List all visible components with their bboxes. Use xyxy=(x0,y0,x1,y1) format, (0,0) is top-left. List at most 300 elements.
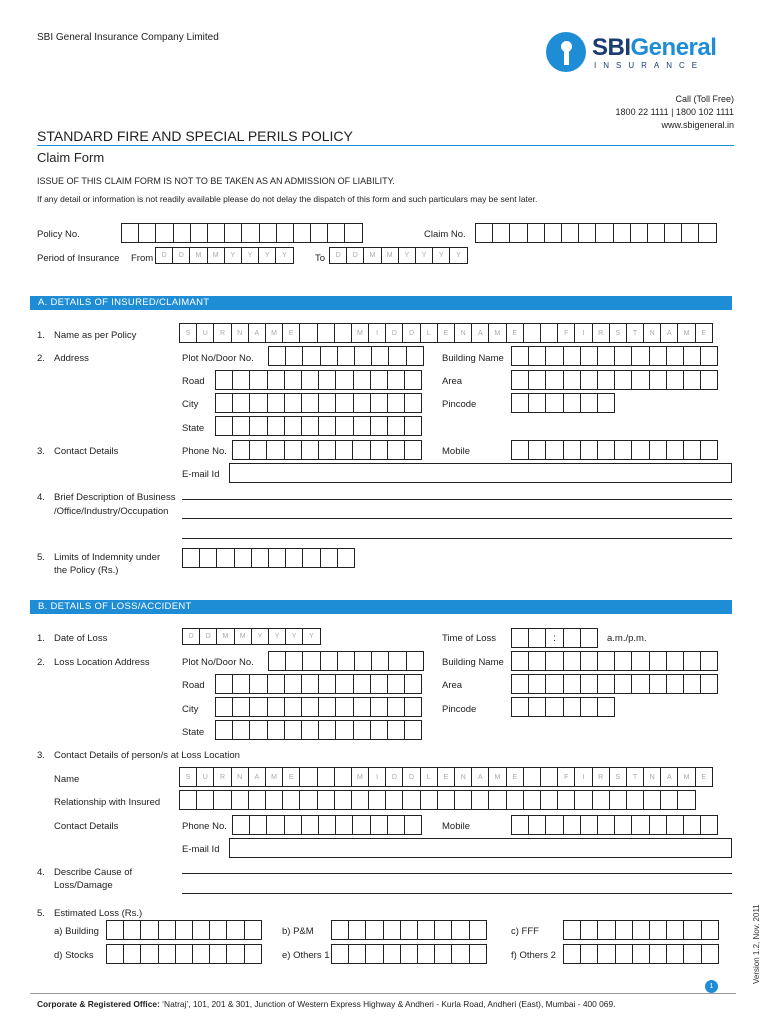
entry-box[interactable] xyxy=(335,674,353,694)
entry-box[interactable]: Y xyxy=(224,247,242,264)
entry-box[interactable] xyxy=(334,767,352,787)
entry-box[interactable] xyxy=(335,393,353,413)
entry-box[interactable] xyxy=(266,440,284,460)
entry-box[interactable]: R xyxy=(592,767,610,787)
entry-box[interactable] xyxy=(511,440,529,460)
entry-box[interactable]: E xyxy=(282,767,300,787)
entry-box[interactable] xyxy=(649,815,667,835)
entry-box[interactable] xyxy=(683,651,701,671)
entry-box[interactable]: L xyxy=(420,767,438,787)
entry-box[interactable] xyxy=(631,440,649,460)
entry-box[interactable] xyxy=(666,920,684,940)
entry-box[interactable] xyxy=(469,944,487,964)
entry-box[interactable] xyxy=(404,393,422,413)
entry-box[interactable] xyxy=(404,815,422,835)
entry-box[interactable] xyxy=(215,370,233,390)
entry-box[interactable] xyxy=(182,548,200,568)
entry-box[interactable]: M xyxy=(351,323,369,343)
entry-box[interactable]: M xyxy=(189,247,207,264)
entry-box[interactable] xyxy=(540,323,558,343)
entry-box[interactable] xyxy=(563,370,581,390)
entry-box[interactable] xyxy=(523,790,541,810)
entry-box[interactable]: S xyxy=(609,323,627,343)
entry-box[interactable] xyxy=(528,815,546,835)
entry-box[interactable] xyxy=(337,548,355,568)
entry-box[interactable] xyxy=(354,651,372,671)
entry-box[interactable] xyxy=(545,651,563,671)
entry-box[interactable] xyxy=(563,815,581,835)
entry-box[interactable]: M xyxy=(488,323,506,343)
entry-box[interactable] xyxy=(614,815,632,835)
entry-box[interactable] xyxy=(528,370,546,390)
entry-box[interactable] xyxy=(492,223,510,243)
entry-box[interactable] xyxy=(545,674,563,694)
entry-box[interactable]: M xyxy=(207,247,225,264)
entry-box[interactable] xyxy=(123,920,141,940)
entry-box[interactable] xyxy=(528,628,546,648)
b-building-loss-boxes[interactable] xyxy=(106,920,262,940)
entry-box[interactable] xyxy=(318,815,336,835)
entry-box[interactable] xyxy=(370,815,388,835)
entry-box[interactable] xyxy=(666,815,684,835)
entry-box[interactable]: N xyxy=(454,767,472,787)
entry-box[interactable] xyxy=(318,720,336,740)
entry-box[interactable]: A xyxy=(660,323,678,343)
entry-box[interactable] xyxy=(317,767,335,787)
entry-box[interactable] xyxy=(331,920,349,940)
entry-box[interactable] xyxy=(506,790,524,810)
entry-box[interactable] xyxy=(387,674,405,694)
entry-box[interactable] xyxy=(597,346,615,366)
entry-box[interactable] xyxy=(179,790,197,810)
entry-box[interactable] xyxy=(318,393,336,413)
entry-box[interactable] xyxy=(232,416,250,436)
entry-box[interactable]: M xyxy=(677,767,695,787)
entry-box[interactable] xyxy=(354,346,372,366)
entry-box[interactable] xyxy=(631,346,649,366)
b4-answer-line[interactable] xyxy=(182,893,732,894)
entry-box[interactable] xyxy=(249,393,267,413)
entry-box[interactable] xyxy=(664,223,682,243)
entry-box[interactable] xyxy=(387,815,405,835)
entry-box[interactable] xyxy=(352,440,370,460)
entry-box[interactable] xyxy=(563,944,581,964)
entry-box[interactable]: D xyxy=(402,767,420,787)
entry-box[interactable] xyxy=(234,548,252,568)
entry-box[interactable]: A xyxy=(471,323,489,343)
entry-box[interactable] xyxy=(320,346,338,366)
entry-box[interactable]: Y xyxy=(449,247,467,264)
entry-box[interactable]: A xyxy=(660,767,678,787)
entry-box[interactable] xyxy=(580,697,598,717)
entry-box[interactable] xyxy=(284,720,302,740)
entry-box[interactable] xyxy=(232,393,250,413)
entry-box[interactable] xyxy=(365,920,383,940)
entry-box[interactable] xyxy=(545,393,563,413)
entry-box[interactable] xyxy=(249,440,267,460)
entry-box[interactable] xyxy=(335,720,353,740)
entry-box[interactable] xyxy=(666,370,684,390)
entry-box[interactable] xyxy=(155,223,173,243)
b-building-boxes[interactable] xyxy=(511,651,718,671)
entry-box[interactable] xyxy=(592,790,610,810)
entry-box[interactable] xyxy=(267,370,285,390)
entry-box[interactable] xyxy=(231,790,249,810)
entry-box[interactable] xyxy=(613,223,631,243)
entry-box[interactable] xyxy=(318,416,336,436)
b-loss-date[interactable] xyxy=(182,628,321,645)
entry-box[interactable] xyxy=(563,697,581,717)
entry-box[interactable] xyxy=(301,416,319,436)
entry-box[interactable] xyxy=(614,346,632,366)
entry-box[interactable] xyxy=(406,651,424,671)
entry-box[interactable] xyxy=(318,674,336,694)
entry-box[interactable] xyxy=(631,370,649,390)
entry-box[interactable] xyxy=(580,393,598,413)
entry-box[interactable] xyxy=(597,440,615,460)
entry-box[interactable] xyxy=(469,920,487,940)
entry-box[interactable] xyxy=(557,790,575,810)
policy-no-boxes[interactable] xyxy=(121,223,363,243)
entry-box[interactable]: Y xyxy=(268,628,286,645)
entry-box[interactable] xyxy=(348,944,366,964)
entry-box[interactable] xyxy=(666,346,684,366)
entry-box[interactable] xyxy=(232,697,250,717)
entry-box[interactable] xyxy=(545,440,563,460)
entry-box[interactable] xyxy=(666,944,684,964)
entry-box[interactable] xyxy=(683,346,701,366)
entry-box[interactable] xyxy=(683,920,701,940)
entry-box[interactable] xyxy=(335,697,353,717)
entry-box[interactable]: T xyxy=(626,323,644,343)
entry-box[interactable] xyxy=(614,674,632,694)
entry-box[interactable] xyxy=(353,720,371,740)
claim-no-boxes[interactable] xyxy=(475,223,717,243)
entry-box[interactable] xyxy=(666,440,684,460)
entry-box[interactable] xyxy=(301,697,319,717)
entry-box[interactable]: S xyxy=(179,323,197,343)
entry-box[interactable] xyxy=(284,416,302,436)
entry-box[interactable] xyxy=(216,548,234,568)
entry-box[interactable] xyxy=(285,346,303,366)
entry-box[interactable] xyxy=(337,346,355,366)
entry-box[interactable] xyxy=(528,393,546,413)
b-phone-boxes[interactable] xyxy=(232,815,422,835)
entry-box[interactable] xyxy=(540,767,558,787)
entry-box[interactable] xyxy=(244,920,262,940)
entry-box[interactable] xyxy=(677,790,695,810)
entry-box[interactable] xyxy=(404,440,422,460)
entry-box[interactable] xyxy=(683,674,701,694)
entry-box[interactable] xyxy=(700,815,718,835)
entry-box[interactable] xyxy=(402,790,420,810)
entry-box[interactable] xyxy=(563,651,581,671)
entry-box[interactable] xyxy=(335,440,353,460)
b-pincode-boxes[interactable] xyxy=(511,697,615,717)
entry-box[interactable] xyxy=(173,223,191,243)
entry-box[interactable] xyxy=(215,393,233,413)
entry-box[interactable] xyxy=(301,393,319,413)
entry-box[interactable] xyxy=(511,346,529,366)
entry-box[interactable] xyxy=(643,790,661,810)
a5-indemnity-boxes[interactable] xyxy=(182,548,355,568)
entry-box[interactable] xyxy=(597,651,615,671)
entry-box[interactable]: Y xyxy=(415,247,433,264)
entry-box[interactable] xyxy=(563,440,581,460)
entry-box[interactable] xyxy=(580,440,598,460)
entry-box[interactable] xyxy=(370,720,388,740)
entry-box[interactable] xyxy=(317,790,335,810)
entry-box[interactable] xyxy=(649,920,667,940)
entry-box[interactable] xyxy=(626,790,644,810)
entry-box[interactable] xyxy=(563,674,581,694)
entry-box[interactable] xyxy=(388,346,406,366)
entry-box[interactable] xyxy=(370,674,388,694)
entry-box[interactable] xyxy=(299,323,317,343)
period-from-date[interactable] xyxy=(155,247,294,264)
a-state-boxes[interactable] xyxy=(215,416,422,436)
entry-box[interactable] xyxy=(334,323,352,343)
entry-box[interactable] xyxy=(471,790,489,810)
entry-box[interactable] xyxy=(400,944,418,964)
entry-box[interactable] xyxy=(387,697,405,717)
entry-box[interactable]: Y xyxy=(302,628,320,645)
entry-box[interactable] xyxy=(404,370,422,390)
entry-box[interactable]: M xyxy=(216,628,234,645)
entry-box[interactable] xyxy=(614,370,632,390)
entry-box[interactable] xyxy=(353,416,371,436)
entry-box[interactable] xyxy=(301,440,319,460)
entry-box[interactable] xyxy=(138,223,156,243)
entry-box[interactable] xyxy=(563,393,581,413)
entry-box[interactable] xyxy=(285,548,303,568)
entry-box[interactable] xyxy=(284,697,302,717)
entry-box[interactable] xyxy=(580,920,598,940)
entry-box[interactable] xyxy=(284,393,302,413)
entry-box[interactable]: T xyxy=(626,767,644,787)
entry-box[interactable] xyxy=(580,628,598,648)
a-road-boxes[interactable] xyxy=(215,370,422,390)
entry-box[interactable] xyxy=(563,628,581,648)
entry-box[interactable] xyxy=(190,223,208,243)
entry-box[interactable] xyxy=(406,346,424,366)
entry-box[interactable] xyxy=(301,815,319,835)
entry-box[interactable] xyxy=(241,223,259,243)
entry-box[interactable]: U xyxy=(196,323,214,343)
entry-box[interactable] xyxy=(580,815,598,835)
entry-box[interactable]: S xyxy=(179,767,197,787)
entry-box[interactable] xyxy=(545,346,563,366)
entry-box[interactable]: Y xyxy=(241,247,259,264)
entry-box[interactable] xyxy=(226,920,244,940)
entry-box[interactable] xyxy=(545,370,563,390)
entry-box[interactable]: D xyxy=(385,767,403,787)
a1-name-boxes[interactable] xyxy=(179,323,713,343)
entry-box[interactable]: Y xyxy=(285,628,303,645)
entry-box[interactable] xyxy=(370,393,388,413)
entry-box[interactable]: U xyxy=(196,767,214,787)
entry-box[interactable] xyxy=(318,697,336,717)
entry-box[interactable] xyxy=(370,370,388,390)
b4-answer-line[interactable] xyxy=(182,873,732,874)
entry-box[interactable]: D xyxy=(402,323,420,343)
entry-box[interactable] xyxy=(666,674,684,694)
entry-box[interactable] xyxy=(371,651,389,671)
entry-box[interactable] xyxy=(318,440,336,460)
entry-box[interactable] xyxy=(614,651,632,671)
entry-box[interactable]: I xyxy=(368,323,386,343)
entry-box[interactable] xyxy=(284,370,302,390)
entry-box[interactable] xyxy=(563,920,581,940)
b-state-boxes[interactable] xyxy=(215,720,422,740)
entry-box[interactable] xyxy=(666,651,684,671)
entry-box[interactable] xyxy=(700,440,718,460)
entry-box[interactable] xyxy=(232,674,250,694)
entry-box[interactable] xyxy=(320,651,338,671)
entry-box[interactable]: S xyxy=(609,767,627,787)
entry-box[interactable] xyxy=(368,790,386,810)
entry-box[interactable] xyxy=(293,223,311,243)
entry-box[interactable] xyxy=(215,720,233,740)
entry-box[interactable]: N xyxy=(643,767,661,787)
entry-box[interactable]: E xyxy=(506,323,524,343)
entry-box[interactable] xyxy=(434,920,452,940)
entry-box[interactable] xyxy=(301,720,319,740)
entry-box[interactable] xyxy=(215,416,233,436)
entry-box[interactable]: E xyxy=(437,767,455,787)
entry-box[interactable]: E xyxy=(695,323,713,343)
entry-box[interactable]: N xyxy=(454,323,472,343)
entry-box[interactable] xyxy=(528,651,546,671)
entry-box[interactable] xyxy=(578,223,596,243)
entry-box[interactable]: I xyxy=(574,767,592,787)
entry-box[interactable] xyxy=(267,720,285,740)
entry-box[interactable]: E xyxy=(437,323,455,343)
b-area-boxes[interactable] xyxy=(511,674,718,694)
entry-box[interactable] xyxy=(700,651,718,671)
entry-box[interactable] xyxy=(213,790,231,810)
a-area-boxes[interactable] xyxy=(511,370,718,390)
entry-box[interactable] xyxy=(302,548,320,568)
entry-box[interactable] xyxy=(232,440,250,460)
entry-box[interactable] xyxy=(383,944,401,964)
entry-box[interactable] xyxy=(387,416,405,436)
entry-box[interactable] xyxy=(226,944,244,964)
entry-box[interactable] xyxy=(353,393,371,413)
entry-box[interactable] xyxy=(351,790,369,810)
entry-box[interactable]: R xyxy=(213,767,231,787)
entry-box[interactable] xyxy=(404,720,422,740)
entry-box[interactable] xyxy=(175,920,193,940)
b-plot-boxes[interactable] xyxy=(268,651,424,671)
period-to-date[interactable] xyxy=(329,247,468,264)
entry-box[interactable] xyxy=(370,440,388,460)
entry-box[interactable] xyxy=(249,370,267,390)
entry-box[interactable]: A xyxy=(248,323,266,343)
entry-box[interactable] xyxy=(632,920,650,940)
entry-box[interactable] xyxy=(511,651,529,671)
entry-box[interactable] xyxy=(511,674,529,694)
entry-box[interactable] xyxy=(528,440,546,460)
entry-box[interactable]: A xyxy=(471,767,489,787)
entry-box[interactable]: M xyxy=(381,247,399,264)
entry-box[interactable] xyxy=(580,346,598,366)
entry-box[interactable] xyxy=(224,223,242,243)
entry-box[interactable]: F xyxy=(557,767,575,787)
entry-box[interactable] xyxy=(631,651,649,671)
a4-answer-line[interactable] xyxy=(182,499,732,500)
entry-box[interactable] xyxy=(352,815,370,835)
entry-box[interactable] xyxy=(683,370,701,390)
entry-box[interactable] xyxy=(597,393,615,413)
entry-box[interactable] xyxy=(335,416,353,436)
entry-box[interactable]: N xyxy=(643,323,661,343)
entry-box[interactable] xyxy=(511,370,529,390)
entry-box[interactable]: M xyxy=(488,767,506,787)
entry-box[interactable] xyxy=(301,370,319,390)
entry-box[interactable] xyxy=(511,697,529,717)
b-email-field[interactable] xyxy=(229,838,732,858)
entry-box[interactable]: R xyxy=(213,323,231,343)
entry-box[interactable] xyxy=(701,944,719,964)
entry-box[interactable] xyxy=(475,223,493,243)
a-city-boxes[interactable] xyxy=(215,393,422,413)
entry-box[interactable] xyxy=(383,920,401,940)
entry-box[interactable] xyxy=(649,346,667,366)
b-name-boxes[interactable] xyxy=(179,767,713,787)
entry-box[interactable] xyxy=(387,393,405,413)
entry-box[interactable] xyxy=(259,223,277,243)
entry-box[interactable] xyxy=(337,651,355,671)
entry-box[interactable] xyxy=(249,674,267,694)
entry-box[interactable] xyxy=(574,790,592,810)
entry-box[interactable] xyxy=(649,674,667,694)
entry-box[interactable] xyxy=(299,767,317,787)
entry-box[interactable] xyxy=(199,548,217,568)
entry-box[interactable] xyxy=(509,223,527,243)
a-pincode-boxes[interactable] xyxy=(511,393,615,413)
entry-box[interactable] xyxy=(106,944,124,964)
entry-box[interactable] xyxy=(387,370,405,390)
entry-box[interactable] xyxy=(244,944,262,964)
entry-box[interactable]: Y xyxy=(258,247,276,264)
entry-box[interactable]: M xyxy=(265,767,283,787)
entry-box[interactable] xyxy=(302,346,320,366)
entry-box[interactable]: A xyxy=(248,767,266,787)
entry-box[interactable] xyxy=(344,223,362,243)
entry-box[interactable]: M xyxy=(677,323,695,343)
entry-box[interactable] xyxy=(320,548,338,568)
entry-box[interactable] xyxy=(276,223,294,243)
entry-box[interactable] xyxy=(284,674,302,694)
entry-box[interactable]: L xyxy=(420,323,438,343)
entry-box[interactable] xyxy=(561,223,579,243)
entry-box[interactable] xyxy=(545,815,563,835)
b-city-boxes[interactable] xyxy=(215,697,422,717)
entry-box[interactable] xyxy=(248,790,266,810)
time-colon[interactable]: : xyxy=(545,628,563,648)
entry-box[interactable] xyxy=(580,944,598,964)
entry-box[interactable] xyxy=(215,674,233,694)
entry-box[interactable]: Y xyxy=(251,628,269,645)
entry-box[interactable] xyxy=(282,790,300,810)
entry-box[interactable] xyxy=(140,920,158,940)
entry-box[interactable]: Y xyxy=(398,247,416,264)
entry-box[interactable] xyxy=(417,920,435,940)
entry-box[interactable] xyxy=(631,674,649,694)
entry-box[interactable] xyxy=(647,223,665,243)
entry-box[interactable] xyxy=(451,920,469,940)
